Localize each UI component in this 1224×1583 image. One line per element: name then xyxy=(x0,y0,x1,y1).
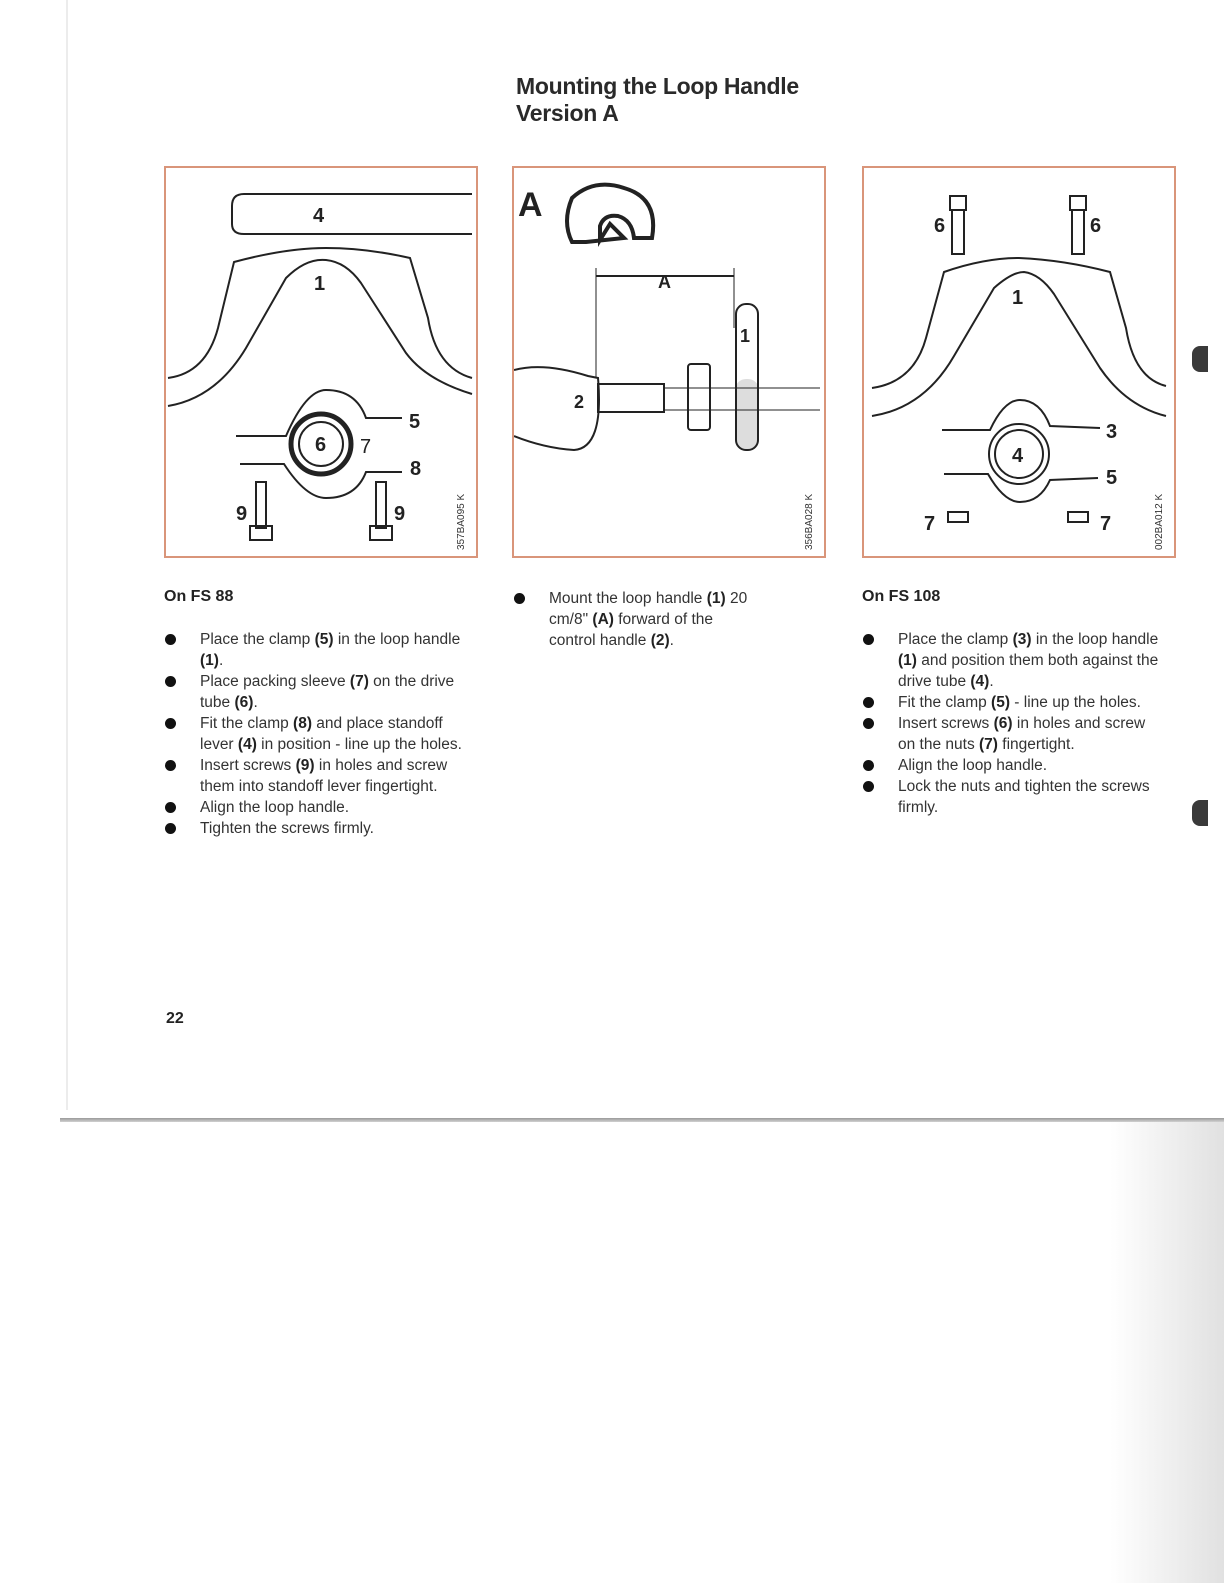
figure-fs88 xyxy=(164,166,478,558)
title-line-2: Version A xyxy=(516,100,619,126)
binding-shadow xyxy=(1110,1122,1224,1583)
loop-handle-icon xyxy=(567,185,653,242)
list-item: Fit the clamp (8) and place standoff lever (4) in position - line up the holes. xyxy=(164,713,474,755)
list-item: Insert screws (9) in holes and screw them into standoff lever fingertight. xyxy=(164,755,474,797)
list-item: Insert screws (6) in holes and screw on the nuts (7) fingertight. xyxy=(862,713,1162,755)
fig1-label-9-left: 9 xyxy=(236,503,248,525)
screw-right xyxy=(1072,210,1084,254)
fs108-steps xyxy=(862,629,1162,818)
binder-ring-top xyxy=(1192,346,1208,372)
fig2-label-2: 2 xyxy=(574,392,585,412)
list-item: Tighten the screws firmly. xyxy=(164,818,474,839)
screw-left xyxy=(952,210,964,254)
clamp-block xyxy=(688,364,710,430)
list-item: Place the clamp (5) in the loop handle (1). xyxy=(164,629,474,671)
page-edge xyxy=(60,1118,1224,1122)
fig1-label-5: 5 xyxy=(409,411,421,433)
fs108-heading: On FS 108 xyxy=(862,588,941,605)
fs88-steps xyxy=(164,629,474,839)
nut-left xyxy=(948,512,968,522)
fig3-label-6-right: 6 xyxy=(1090,215,1102,237)
fig1-label-1: 1 xyxy=(314,273,326,295)
figure-mount-position xyxy=(512,166,826,558)
screw-left xyxy=(256,482,266,528)
list-item: Lock the nuts and tighten the screws firmly. xyxy=(862,776,1162,818)
figure-fs108 xyxy=(862,166,1176,558)
page-fold-line xyxy=(66,0,68,1110)
list-item: Align the loop handle. xyxy=(862,755,1162,776)
fig3-code: 002BA012 K xyxy=(1154,493,1165,550)
fig3-label-6-left: 6 xyxy=(934,215,946,237)
nut-right xyxy=(1068,512,1088,522)
fig1-code: 357BA095 K xyxy=(456,493,467,550)
fig2-label-A-dim: A xyxy=(658,272,671,292)
list-item: Place packing sleeve (7) on the drive tube (6). xyxy=(164,671,474,713)
fig3-label-7-left: 7 xyxy=(924,513,936,535)
fig1-label-4: 4 xyxy=(313,205,325,227)
screw-head-right xyxy=(1070,196,1086,210)
page-number: 22 xyxy=(166,1010,184,1027)
fig1-label-8: 8 xyxy=(410,458,422,480)
fig3-label-1: 1 xyxy=(1012,287,1024,309)
drive-tube-segment xyxy=(598,384,664,412)
fig1-label-9-right: 9 xyxy=(394,503,406,525)
page-title xyxy=(516,73,799,127)
standoff-lever-shape xyxy=(232,194,472,234)
middle-steps xyxy=(513,588,763,651)
fs88-heading: On FS 88 xyxy=(164,588,234,605)
screw-right xyxy=(376,482,386,528)
list-item: Fit the clamp (5) - line up the holes. xyxy=(862,692,1162,713)
list-item: Place the clamp (3) in the loop handle (1) and position them both against the drive tube (4). xyxy=(862,629,1162,692)
fs88-diagram xyxy=(166,168,476,556)
fig2-label-1: 1 xyxy=(740,326,751,346)
loop-handle-base xyxy=(736,380,758,450)
fig3-label-5: 5 xyxy=(1106,467,1118,489)
title-line-1: Mounting the Loop Handle xyxy=(516,73,799,99)
fig1-label-7: 7 xyxy=(360,436,372,458)
fs108-diagram xyxy=(864,168,1174,556)
fig1-label-6: 6 xyxy=(315,434,327,456)
fig3-label-3: 3 xyxy=(1106,421,1118,443)
fig2-code: 356BA028 K xyxy=(804,493,815,550)
loop-handle-outer xyxy=(168,248,472,378)
list-item: Align the loop handle. xyxy=(164,797,474,818)
fig2-label-A-big: A xyxy=(518,186,543,224)
clamp-upper xyxy=(942,400,1100,430)
fig3-label-7-right: 7 xyxy=(1100,513,1112,535)
screw-head-left xyxy=(950,196,966,210)
loop-handle-outer xyxy=(872,258,1166,388)
fig3-label-4: 4 xyxy=(1012,445,1024,467)
mount-diagram xyxy=(514,168,824,556)
control-handle xyxy=(514,367,599,450)
binder-ring-bottom xyxy=(1192,800,1208,826)
list-item: Mount the loop handle (1) 20 cm/8" (A) forward of the control handle (2). xyxy=(513,588,763,651)
